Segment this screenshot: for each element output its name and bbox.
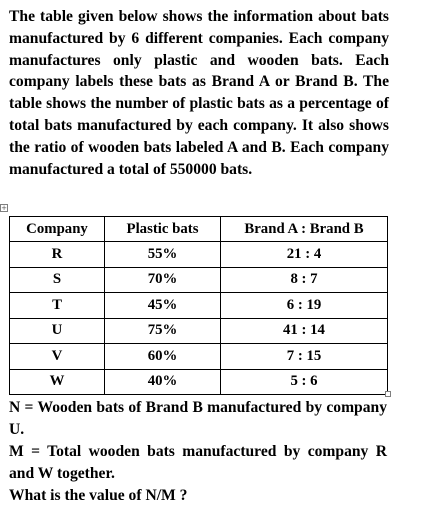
table-row bbox=[10, 267, 388, 293]
cell-ratio: 5 : 6 bbox=[221, 369, 388, 395]
cell-ratio: 6 : 19 bbox=[221, 293, 388, 319]
definitions-block bbox=[9, 397, 387, 507]
table-row bbox=[10, 293, 388, 319]
cell-ratio: 41 : 14 bbox=[221, 318, 388, 344]
table-row bbox=[10, 242, 388, 268]
table-row bbox=[10, 318, 388, 344]
cell-ratio: 8 : 7 bbox=[221, 267, 388, 293]
cell-plastic: 40% bbox=[105, 369, 221, 395]
table-row bbox=[10, 369, 388, 395]
header-brand-ratio: Brand A : Brand B bbox=[221, 217, 388, 242]
intro-paragraph: The table given below shows the information about bats manufactured by 6 different companies. Each company manufactures only plastic and wooden bats. Each company labels these bats as Brand A or Brand B. The table shows the number of plastic bats as a percentage of total bats manufactured by each company. It also shows the ratio of wooden bats labeled A and B. Each company manufactured a total of 550000 bats. bbox=[9, 8, 389, 178]
table-move-handle-icon[interactable]: + bbox=[1, 204, 7, 212]
cell-plastic: 45% bbox=[105, 293, 221, 319]
cell-plastic: 60% bbox=[105, 344, 221, 370]
cell-plastic: 55% bbox=[105, 242, 221, 268]
m-definition: M = Total wooden bats manufactured by company R and W together. bbox=[9, 443, 387, 482]
cell-company: U bbox=[10, 318, 105, 344]
header-plastic-bats: Plastic bats bbox=[105, 217, 221, 242]
cell-plastic: 70% bbox=[105, 267, 221, 293]
cell-ratio: 7 : 15 bbox=[221, 344, 388, 370]
cell-ratio: 21 : 4 bbox=[221, 242, 388, 268]
cell-plastic: 75% bbox=[105, 318, 221, 344]
table-row bbox=[10, 344, 388, 370]
cell-company: R bbox=[10, 242, 105, 268]
cell-company: T bbox=[10, 293, 105, 319]
cell-company: V bbox=[10, 344, 105, 370]
cell-company: S bbox=[10, 267, 105, 293]
table-header-row bbox=[10, 217, 388, 242]
data-table bbox=[9, 216, 388, 395]
question-text: What is the value of N/M ? bbox=[9, 487, 188, 504]
cell-company: W bbox=[10, 369, 105, 395]
n-definition: N = Wooden bats of Brand B manufactured by company U. bbox=[9, 399, 387, 438]
header-company: Company bbox=[10, 217, 105, 242]
